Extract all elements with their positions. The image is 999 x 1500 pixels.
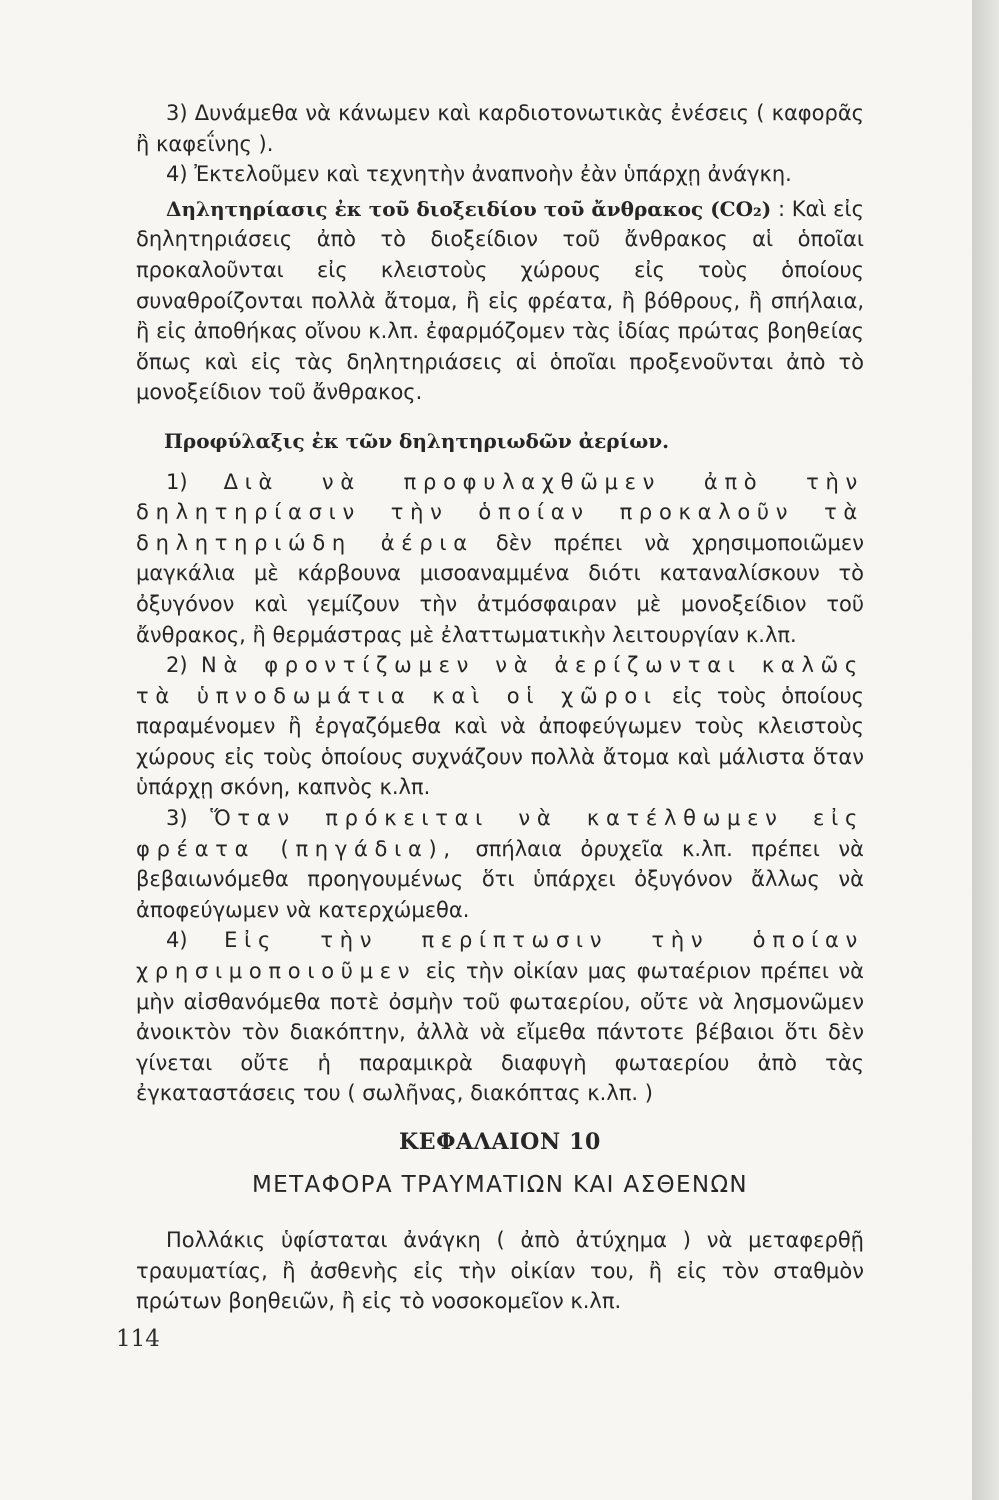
chapter-intro: Πολλάκις ὑφίσταται ἀνάγκη ( ἀπὸ ἀτύχημα ) νὰ μεταφερθῇ τραυματίας, ἢ ἀσθενὴς εἰς τὴν οἰκίαν του, ἢ εἰς τὸν σταθμὸν πρώτων βοηθειῶν, ἢ εἰς τὸ νοσοκομεῖον κ.λπ. [136, 1228, 864, 1314]
chapter-title: ΜΕΤΑΦΟΡΑ ΤΡΑΥΜΑΤΙΩΝ ΚΑΙ ΑΣΘΕΝΩΝ [251, 1172, 749, 1198]
item-number: 3) [166, 806, 188, 831]
item-number: 1) [166, 469, 188, 494]
paragraph-item-3: 3) Δυνάμεθα νὰ κάνωμεν καὶ καρδιοτονωτικὰς ἐνέσεις ( καφορᾶς ἢ καφεΐνης ). [136, 101, 864, 156]
page-gutter [972, 0, 999, 1500]
page-number: 114 [116, 1326, 160, 1352]
co2-title: Δηλητηρίασις ἐκ τοῦ διοξειδίου τοῦ ἄνθρακος (CO₂) [166, 196, 772, 221]
prevention-item-3 [136, 803, 864, 925]
item-emphasis: Διὰ νὰ προφυλαχθῶμεν ἀπὸ τὴν δηλητηρίασιν τὴν ὁποίαν προκαλοῦν τὰ δηλητηριώδη ἀέρια [136, 469, 864, 555]
item-number: 4) [166, 928, 188, 953]
item-text: σπήλαια ὀρυχεῖα κ.λπ. πρέπει νὰ βεβαιωνόμεθα προηγουμένως ὅτι ὑπάρχει ὀξυγόνον ἄλλως νὰ ἀποφεύγωμεν νὰ κατερχώμεθα. [136, 836, 864, 922]
spacer [136, 457, 864, 467]
item-number: 2) [166, 653, 188, 678]
co2-paragraph [136, 194, 864, 408]
item-text: δὲν πρέπει νὰ χρησιμοποιῶμεν μαγκάλια μὲ κάρβουνα μισοαναμμένα διότι καταναλίσκουν τὸ ὀξυγόνον καὶ γεμίζουν τὴν ἀτμόσφαιραν μὲ μονοξείδιον τοῦ ἄνθρακος, ἢ θερμάστρας μὲ ἐλαττωματικὴν λειτουργίαν κ.λπ. [136, 530, 864, 647]
item-text: εἰς τοὺς ὁποίους παραμένομεν ἢ ἐργαζόμεθα καὶ νὰ ἀποφεύγωμεν τοὺς κλειστοὺς χώρους εἰς τοὺς ὁποίους συχνάζουν πολλὰ ἄτομα καὶ μάλιστα ὅταν ὑπάρχῃ σκόνη, καπνὸς κ.λπ. [136, 683, 864, 800]
prevention-heading: Προφύλαξις ἐκ τῶν δηλητηριωδῶν ἀερίων. [164, 428, 670, 453]
prevention-item-1 [136, 467, 864, 651]
co2-body: : Καὶ εἰς δηλητηριάσεις ἀπὸ τὸ διοξείδιον τοῦ ἄνθρακος αἱ ὁποῖαι προκαλοῦνται εἰς κλειστοὺς χώρους εἰς τοὺς ὁποίους συναθροίζονται πολλὰ ἄτομα, ἢ εἰς φρέατα, ἢ βόθρους, ἢ σπήλαια, ἢ εἰς ἀποθήκας οἴνου κ.λπ. ἐφαρμόζομεν τὰς ἰδίας πρώτας βοηθείας ὅπως καὶ εἰς τὰς δηλητηριάσεις αἱ ὁποῖαι προξενοῦνται ἀπὸ τὸ μονοξείδιον τοῦ ἄνθρακος. [136, 196, 864, 405]
item-emphasis: Εἰς τὴν περίπτωσιν τὴν ὁποίαν χρησιμοποιοῦμεν [136, 928, 864, 984]
chapter-label: ΚΕΦΑΛΑΙΟΝ 10 [398, 1129, 602, 1155]
item-emphasis: Νὰ φροντίζωμεν νὰ ἀερίζωνται καλῶς τὰ ὑπνοδωμάτια καὶ οἱ χῶροι [136, 653, 864, 708]
prevention-item-2 [136, 650, 864, 803]
item-text: εἰς τὴν οἰκίαν μας φωταέριον πρέπει νὰ μὴν αἰσθανόμεθα ποτὲ ὀσμὴν τοῦ φωταερίου, οὔτε νὰ λησμονῶμεν ἀνοικτὸν τὸν διακόπτην, ἀλλὰ νὰ εἴμεθα πάντοτε βέβαιοι ὅτι δὲν γίνεται οὔτε ἡ παραμικρὰ διαφυγὴ φωταερίου ἀπὸ τὰς ἐγκαταστάσεις του ( σωλῆνας, διακόπτας κ.λπ. ) [136, 959, 864, 1106]
prevention-item-4 [136, 925, 864, 1109]
paragraph-item-4: 4) Ἐκτελοῦμεν καὶ τεχνητὴν ἀναπνοὴν ἐὰν ὑπάρχῃ ἀνάγκη. [166, 162, 792, 187]
item-emphasis: Ὅταν πρόκειται νὰ κατέλθωμεν εἰς φρέατα (πηγάδια), [136, 806, 865, 861]
page-text [136, 98, 864, 1317]
spacer [136, 408, 864, 426]
